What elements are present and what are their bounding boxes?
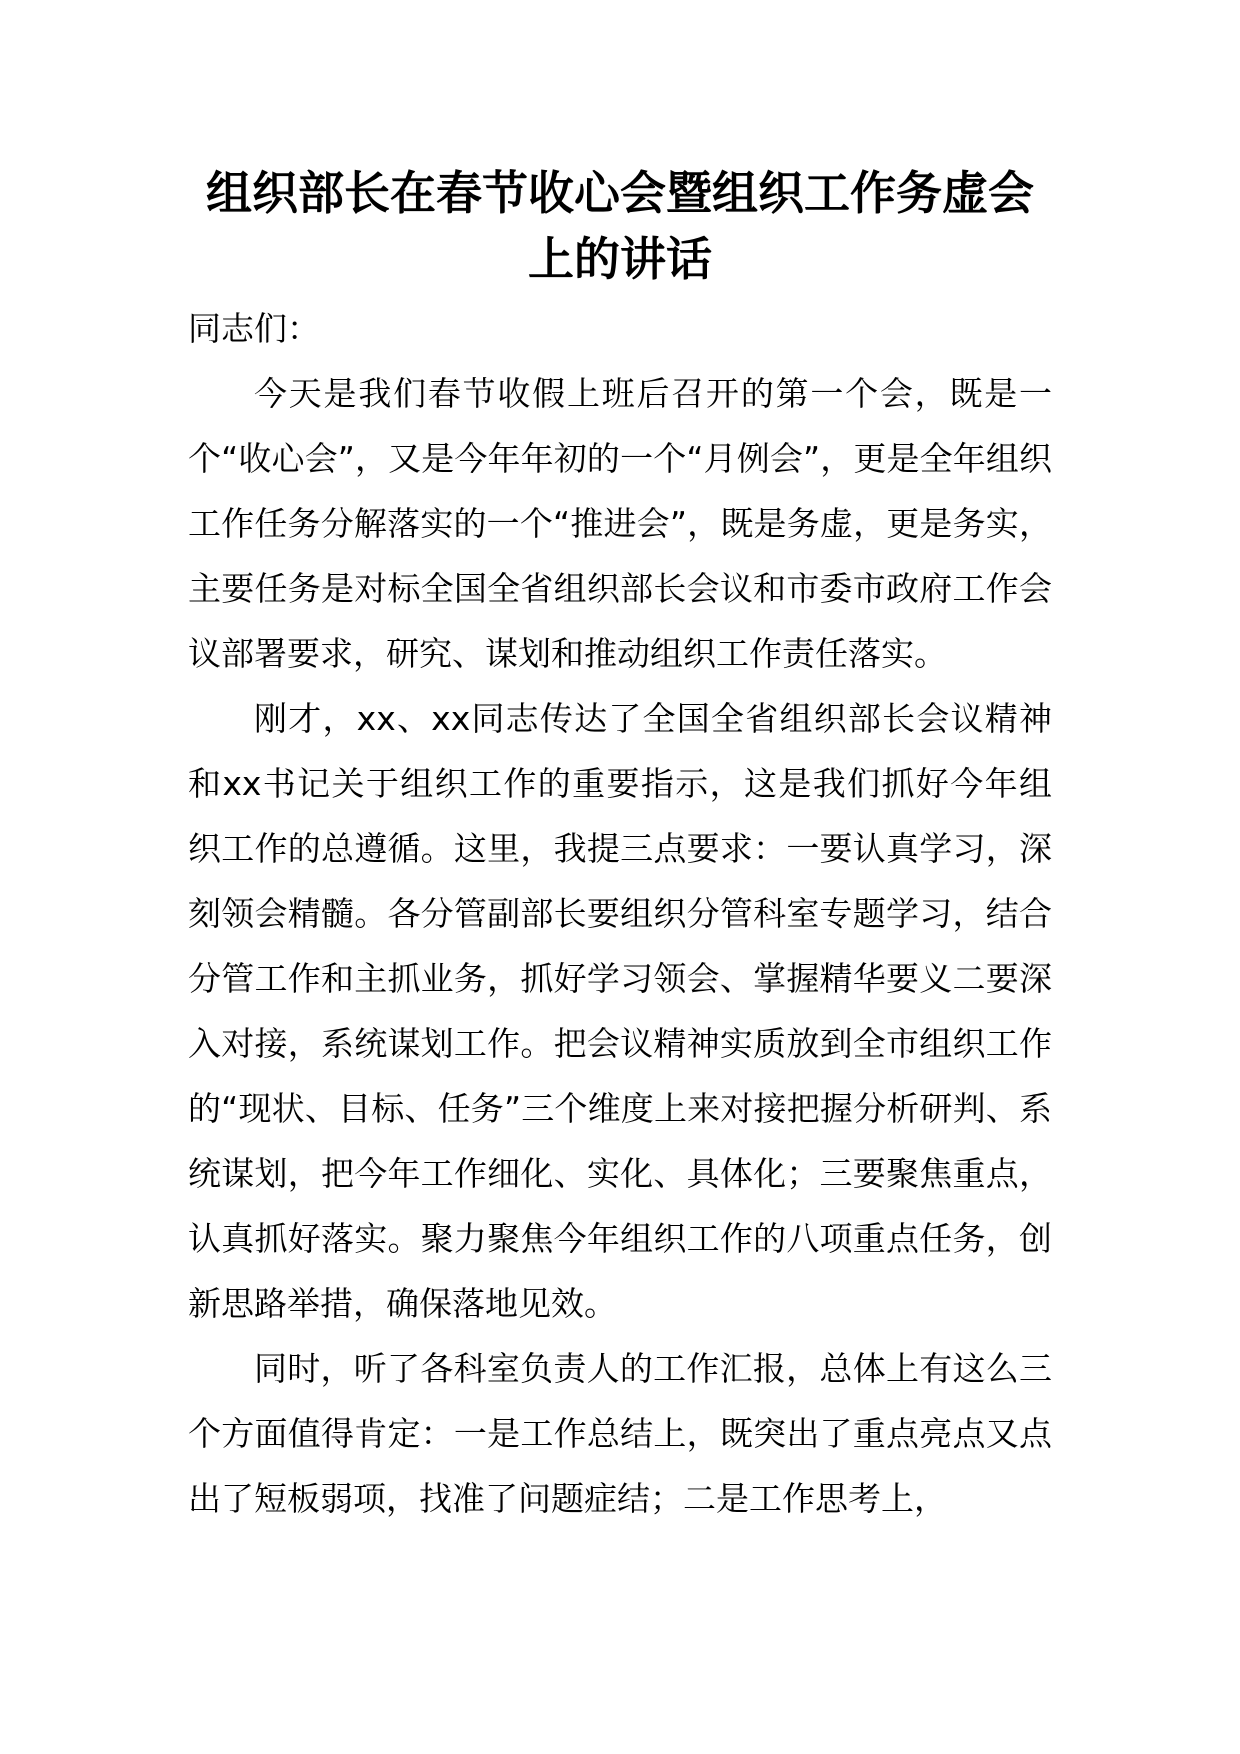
salutation: 同志们： xyxy=(188,309,320,348)
paragraph-2: 刚才，xx、xx同志传达了全国全省组织部长会议精神和xx书记关于组织工作的重要指示，这是我们抓好今年组织工作的总遵循。这里，我提三点要求：一要认真学习，深刻领会精髓。各分管副部长要组织分管科室专题学习，结合分管工作和主抓业务，抓好学习领会、掌握精华要义二要深入对接，系统谋划工作。把会议精神实质放到全市组织工作的“现状、目标、任务”三个维度上来对接把握分析研判、系统谋划，把今年工作细化、实化、具体化；三要聚焦重点，认真抓好落实。聚力聚焦今年组织工作的八项重点任务，创新思路举措，确保落地见效。 xyxy=(188,699,1052,1323)
paragraph-3: 同时，听了各科室负责人的工作汇报，总体上有这么三个方面值得肯定：一是工作总结上，既突出了重点亮点又点出了短板弱项，找准了问题症结；二是工作思考上， xyxy=(188,1349,1052,1518)
document-body xyxy=(188,296,1052,1531)
page-title: 组织部长在春节收心会暨组织工作务虚会上的讲话 xyxy=(206,166,1034,286)
paragraph-1: 今天是我们春节收假上班后召开的第一个会，既是一个“收心会”，又是今年年初的一个“月例会”，更是全年组织工作任务分解落实的一个“推进会”，既是务虚，更是务实，主要任务是对标全国全省组织部长会议和市委市政府工作会议部署要求，研究、谋划和推动组织工作责任落实。 xyxy=(188,374,1052,673)
